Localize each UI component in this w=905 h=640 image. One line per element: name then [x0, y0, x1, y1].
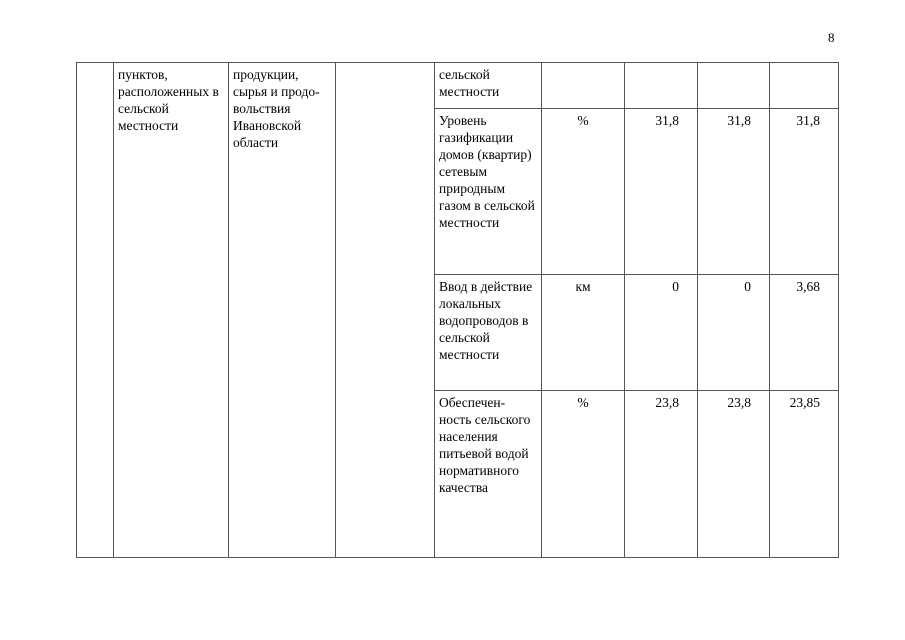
page-number: 8: [828, 30, 835, 45]
cell-products: продукции, сырья и продо-вольствия Ивановской области: [229, 63, 336, 558]
empty-cell: [698, 63, 770, 109]
empty-cell: [542, 63, 625, 109]
indicator-value: 31,8: [698, 109, 770, 275]
cell-settlements: пунктов, расположенных в сельской местности: [114, 63, 229, 558]
indicator-unit: %: [542, 109, 625, 275]
cell-continued-indicator: сельской местности: [435, 63, 542, 109]
empty-cell: [336, 63, 435, 558]
indicator-value: 23,8: [625, 391, 698, 558]
indicator-name: Ввод в действие локальных водопроводов в сельской местности: [435, 275, 542, 391]
indicator-unit: %: [542, 391, 625, 558]
indicator-name: Обеспечен-ность сельского населения питьевой водой нормативного качества: [435, 391, 542, 558]
indicator-value: 23,8: [698, 391, 770, 558]
indicator-value: 23,85: [770, 391, 839, 558]
indicator-value: 0: [625, 275, 698, 391]
indicator-value: 0: [698, 275, 770, 391]
indicator-value: 31,8: [625, 109, 698, 275]
indicator-value: 31,8: [770, 109, 839, 275]
indicator-value: 3,68: [770, 275, 839, 391]
empty-cell: [625, 63, 698, 109]
empty-cell: [77, 63, 114, 558]
table-row: [77, 63, 839, 109]
indicators-table: [76, 62, 839, 558]
empty-cell: [770, 63, 839, 109]
indicator-name: Уровень газификации домов (квартир) сетевым природным газом в сельской местности: [435, 109, 542, 275]
indicator-unit: км: [542, 275, 625, 391]
